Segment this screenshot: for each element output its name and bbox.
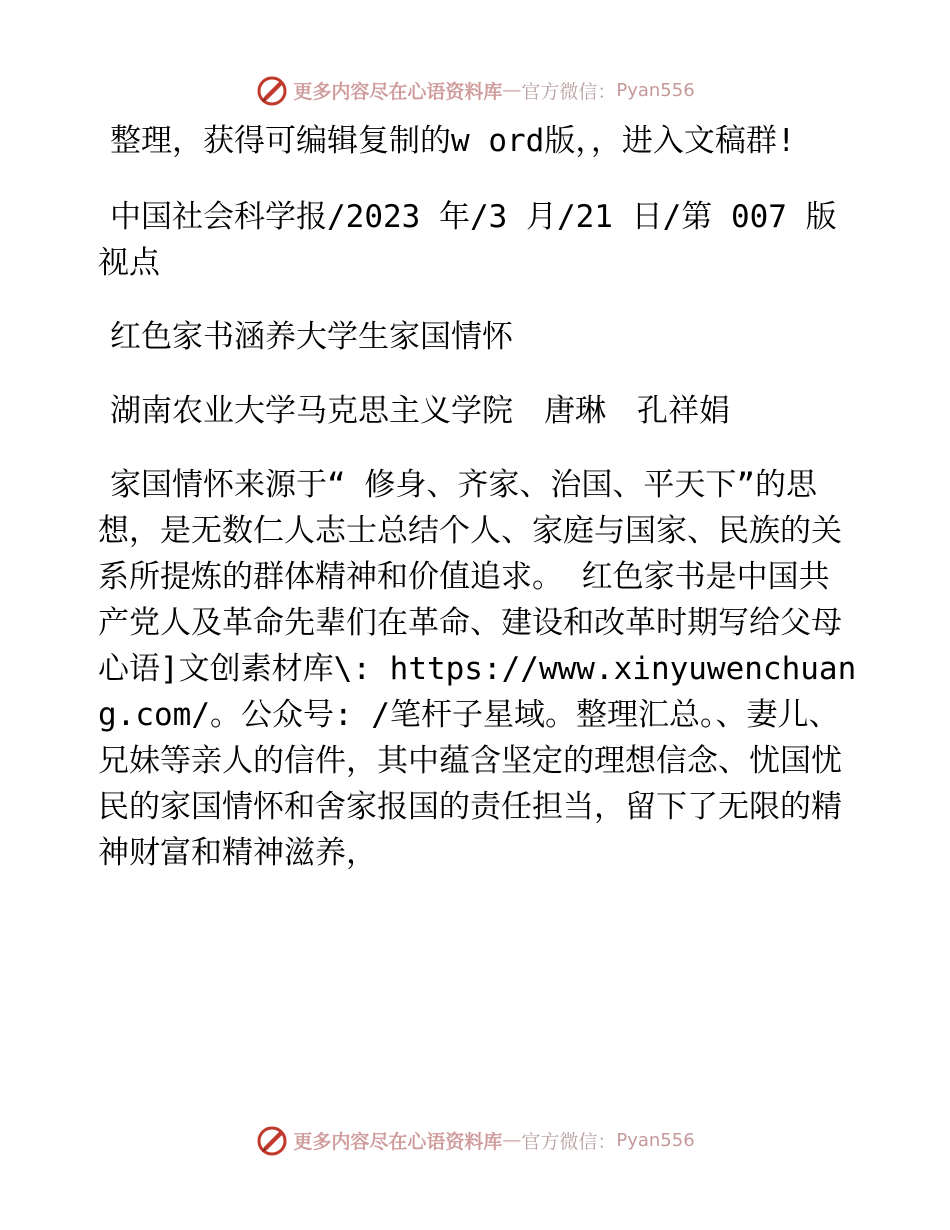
banner-wechat-label: 官方微信： (521, 1130, 617, 1153)
banner-dash: — (502, 1129, 522, 1151)
banner-brand: 更多内容尽在心语资料库 (293, 80, 503, 103)
banner-dash: — (502, 79, 522, 101)
article-title: 红色家书涵养大学生家国情怀 (110, 319, 513, 355)
intro-note: 整理，获得可编辑复制的w ord版，，进入文稿群! (110, 123, 796, 159)
source-line: 中国社会科学报/2023 年/3 月/21 日/第 007 版视点 (98, 199, 837, 281)
header-banner (0, 70, 950, 110)
document-body (98, 118, 858, 876)
banner-brand: 更多内容尽在心语资料库 (293, 1130, 503, 1153)
footer-banner (0, 1120, 950, 1160)
banner-wechat-label: 官方微信： (521, 80, 617, 103)
pen-circle-logo-icon (255, 73, 289, 107)
banner-wechat-id: Pyan556 (616, 1129, 695, 1151)
article-authors: 湖南农业大学马克思主义学院 唐琳 孔祥娟 (110, 393, 730, 429)
article-paragraph: 家国情怀来源于“ 修身、齐家、治国、平天下”的思想，是无数仁人志士总结个人、家庭与国家、民族的关系所提炼的群体精神和价值追求。 红色家书是中国共产党人及革命先辈们在革命、建设和改革时期写给父母心语]文创素材库\: https://www.xinyuwenchuang.com/。公众号: /笔杆子星域。整理汇总。、妻儿、兄妹等亲人的信件，其中蕴含坚定的理想信念、忧国忧民的家国情怀和舍家报国的责任担当，留下了无限的精神财富和精神滋养， (98, 467, 857, 871)
banner-wechat-id: Pyan556 (616, 79, 695, 101)
pen-circle-logo-icon (255, 1123, 289, 1157)
